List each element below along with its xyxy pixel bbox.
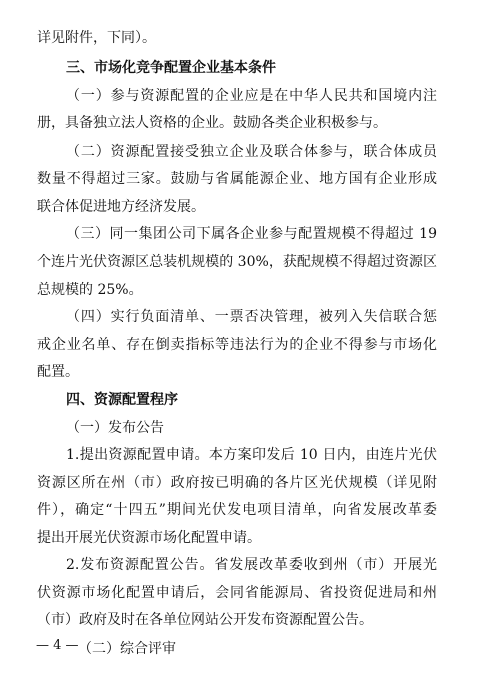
text-line-5: （二）资源配置接受独立企业及联合体参与，联合体成员 xyxy=(66,144,437,160)
text-line-8: （三）同一集团公司下属各企业参与配置规模不得超过 19 xyxy=(66,226,437,242)
text-line-11: （四）实行负面清单、一票否决管理，被列入失信联合惩 xyxy=(66,309,437,325)
text-line-13: 配置。 xyxy=(37,364,79,380)
text-line-16: 1.提出资源配置申请。本方案印发后 10 日内，由连片光伏 xyxy=(66,447,437,463)
text-line-6: 数量不得超过三家。鼓励与省属能源企业、地方国有企业形成 xyxy=(37,171,437,187)
text-line-10: 总规模的 25%。 xyxy=(37,282,143,298)
text-line-7: 联合体促进地方经济发展。 xyxy=(37,199,205,215)
text-line-17: 资源区所在州（市）政府按已明确的各片区光伏规模（详见附 xyxy=(37,475,437,491)
section-heading-4: 四、资源配置程序 xyxy=(66,392,178,408)
text-line-18: 件），确定“十四五”期间光伏发电项目清单，向省发展改革委 xyxy=(37,502,437,518)
text-line-12: 戒企业名单、存在倒卖指标等违法行为的企业不得参与市场化 xyxy=(37,337,437,353)
subsection-heading-2: （二）综合评审 xyxy=(78,641,176,657)
text-line-9: 个连片光伏资源区总装机规模的 30%，获配规模不得超过资源区 xyxy=(37,254,437,270)
text-line-22: （市）政府及时在各单位网站公开发布资源配置公告。 xyxy=(37,612,373,628)
text-line-21: 伏资源市场化配置申请后，会同省能源局、省投资促进局和州 xyxy=(37,585,437,601)
text-line-19: 提出开展光伏资源市场化配置申请。 xyxy=(37,530,261,546)
subsection-heading-1: （一）发布公告 xyxy=(66,420,164,436)
text-line-1: 详见附件，下同）。 xyxy=(37,30,156,46)
text-line-4: 册，具备独立法人资格的企业。鼓励各类企业积极参与。 xyxy=(37,115,387,131)
page-number: — 4 — xyxy=(36,638,79,653)
text-line-3: （一）参与资源配置的企业应是在中华人民共和国境内注 xyxy=(66,88,437,104)
text-line-20: 2.发布资源配置公告。省发展改革委收到州（市）开展光 xyxy=(66,557,437,573)
section-heading-3: 三、市场化竞争配置企业基本条件 xyxy=(66,60,276,76)
